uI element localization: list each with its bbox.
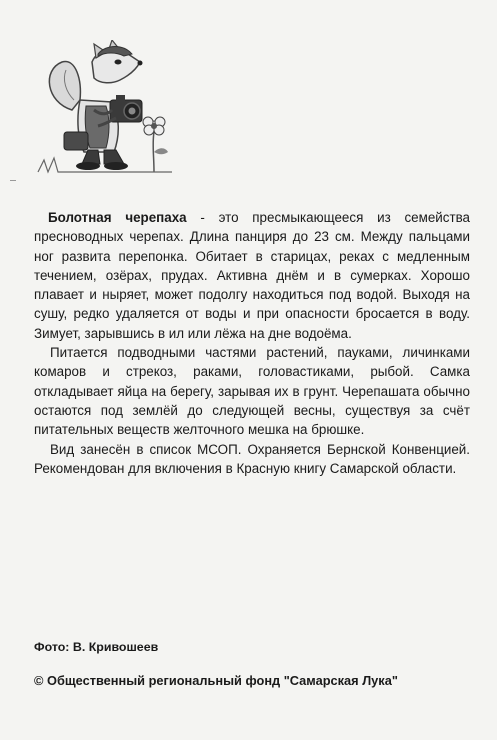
margin-mark [10,180,16,181]
copyright-notice: © Общественный региональный фонд "Самарская Лука" [34,673,398,688]
article-text [34,208,470,478]
fox-photographer-icon [36,40,176,175]
paragraph-1 [34,208,470,343]
paragraph-1-text: - это пресмыкающееся из семейства пресноводных черепах. Длина панциря до 23 см. Между пальцами ног развита перепонка. Обитает в старицах, реках с медленным течением, озёрах, прудах. Активна днём и в сумерках. Хорошо плавает и ныряет, может подолгу находиться под водой. Выходя на сушу, редко удаляется от воды и при опасности бросается в воду. Зимует, зарывшись в ил или лёжа на дне водоёма. [34,210,470,341]
species-title: Болотная черепаха [48,210,187,225]
paragraph-3: Вид занесён в список МСОП. Охраняется Бернской Конвенцией. Рекомендован для включения в Красную книгу Самарской области. [34,441,470,476]
photo-credit: Фото: В. Кривошеев [34,640,159,654]
paragraph-2: Питается подводными частями растений, пауками, личинками комаров и стрекоз, раками, головастиками, рыбой. Самка откладывает яйца на берегу, зарывая их в грунт. Черепашата обычно остаются под землёй до следующей весны, существуя за счёт питательных веществ желточного мешка на брюшке. [34,345,470,438]
